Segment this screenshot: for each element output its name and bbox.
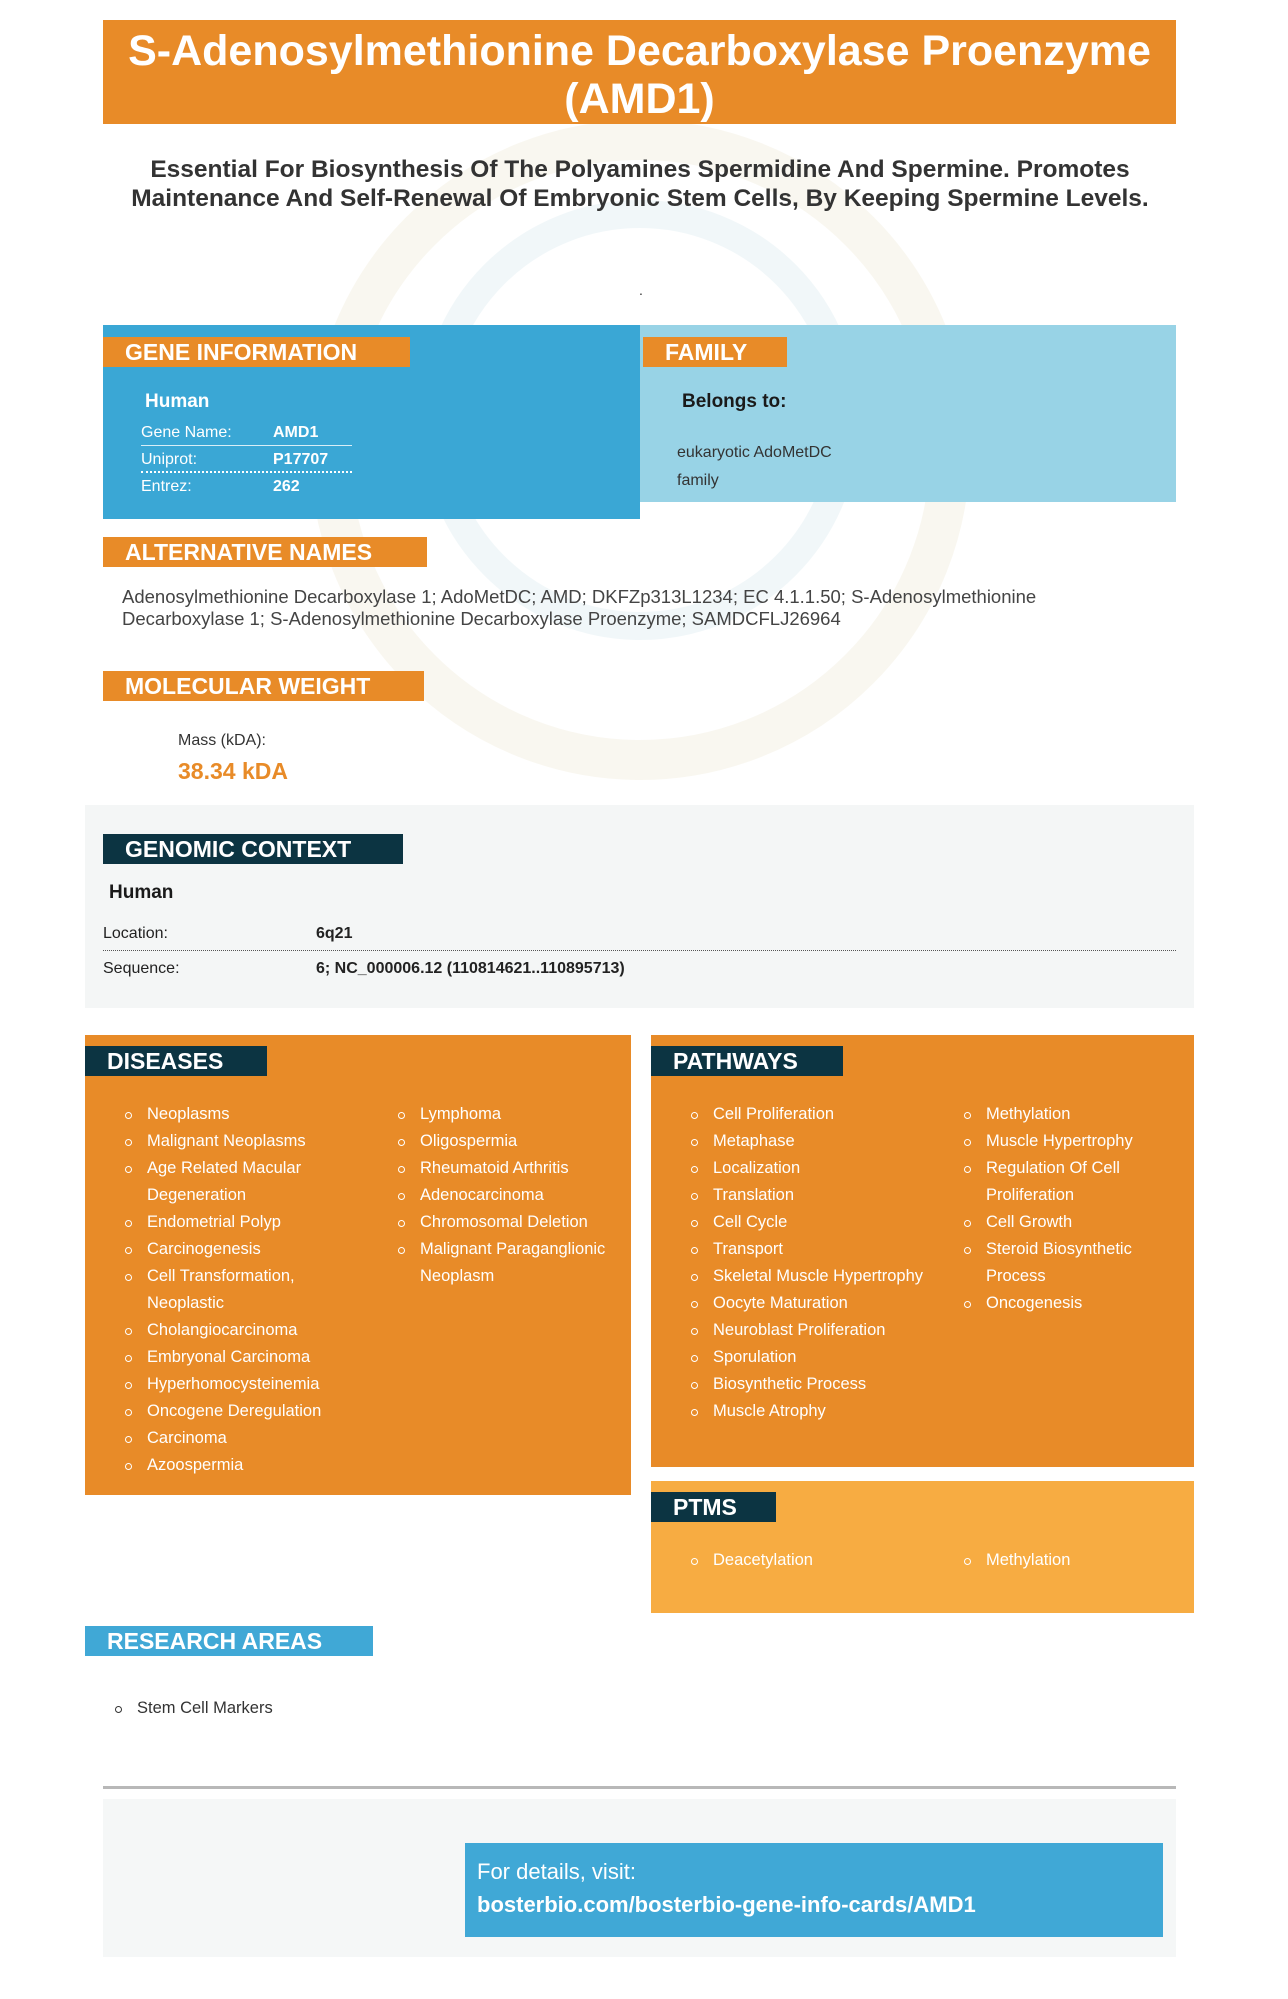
- pathway-item: Oocyte Maturation: [685, 1290, 925, 1317]
- entrez-label: Entrez:: [141, 478, 192, 495]
- mass-label: Mass (kDA):: [178, 732, 266, 749]
- disease-item: Oligospermia: [392, 1128, 622, 1155]
- gene-name-value: AMD1: [273, 424, 319, 441]
- alternative-names-heading: ALTERNATIVE NAMES: [103, 537, 427, 567]
- disease-item: Chromosomal Deletion: [392, 1209, 622, 1236]
- family-belongs-label: Belongs to:: [682, 391, 787, 412]
- pathway-item: Cell Proliferation: [685, 1101, 925, 1128]
- research-areas-list: [109, 1695, 509, 1722]
- ptms-heading: PTMS: [651, 1492, 776, 1522]
- research-areas-heading: RESEARCH AREAS: [85, 1626, 373, 1656]
- pathway-item: Muscle Hypertrophy: [958, 1128, 1188, 1155]
- disease-item: Embryonal Carcinoma: [119, 1344, 349, 1371]
- location-value: 6q21: [316, 925, 353, 942]
- gene-name-label: Gene Name:: [141, 424, 232, 441]
- details-label: For details, visit:: [477, 1859, 636, 1884]
- pathway-item: Cell Growth: [958, 1209, 1188, 1236]
- disease-item: Age Related Macular Degeneration: [119, 1155, 349, 1209]
- disease-item: Endometrial Polyp: [119, 1209, 349, 1236]
- protein-summary: Essential For Biosynthesis Of The Polyamines Spermidine And Spermine. Promotes Maintenance And Self-Renewal Of Embryonic Stem Cells, By Keeping Spermine Levels.: [131, 156, 1149, 212]
- uniprot-label: Uniprot:: [141, 451, 198, 468]
- ptms-list-col1: [685, 1547, 925, 1574]
- diseases-list-col1: [119, 1101, 349, 1479]
- pathway-item: Regulation Of Cell Proliferation: [958, 1155, 1188, 1209]
- diseases-list-col2: [392, 1101, 622, 1290]
- disease-item: Hyperhomocysteinemia: [119, 1371, 349, 1398]
- pathway-item: Biosynthetic Process: [685, 1371, 925, 1398]
- pathway-item: Localization: [685, 1155, 925, 1182]
- research-area-item: Stem Cell Markers: [109, 1695, 509, 1722]
- disease-item: Oncogene Deregulation: [119, 1398, 349, 1425]
- gene-species: Human: [145, 391, 210, 412]
- summary-dot: .: [639, 282, 643, 298]
- uniprot-row: [141, 446, 352, 473]
- genomic-sequence-row: [103, 952, 1176, 986]
- ptm-item: Methylation: [958, 1547, 1188, 1574]
- sequence-value: 6; NC_000006.12 (110814621..110895713): [316, 960, 625, 977]
- pathway-item: Steroid Biosynthetic Process: [958, 1236, 1188, 1290]
- disease-item: Neoplasms: [119, 1101, 349, 1128]
- details-url-link[interactable]: bosterbio.com/bosterbio-gene-info-cards/AMD1: [477, 1892, 976, 1917]
- disease-item: Cell Transformation, Neoplastic: [119, 1263, 349, 1317]
- alternative-names-text: Adenosylmethionine Decarboxylase 1; AdoMetDC; AMD; DKFZp313L1234; EC 4.1.1.50; S-Adenosylmethionine Decarboxylase 1; S-Adenosylmethionine Decarboxylase Proenzyme; SAMDCFLJ26964: [122, 586, 1037, 629]
- pathway-item: Neuroblast Proliferation: [685, 1317, 925, 1344]
- genomic-location-row: [103, 917, 1176, 951]
- sequence-label: Sequence:: [103, 960, 180, 977]
- disease-item: Lymphoma: [392, 1101, 622, 1128]
- entrez-row: [141, 473, 352, 500]
- disease-item: Malignant Paraganglionic Neoplasm: [392, 1236, 622, 1290]
- gene-information-heading: GENE INFORMATION: [103, 337, 410, 367]
- pathway-item: Oncogenesis: [958, 1290, 1188, 1317]
- footer-divider: [103, 1786, 1176, 1789]
- genomic-context-heading: GENOMIC CONTEXT: [103, 834, 403, 864]
- entrez-link[interactable]: 262: [273, 478, 300, 495]
- pathways-list-col1: [685, 1101, 925, 1425]
- disease-item: Carcinogenesis: [119, 1236, 349, 1263]
- disease-item: Malignant Neoplasms: [119, 1128, 349, 1155]
- pathway-item: Skeletal Muscle Hypertrophy: [685, 1263, 925, 1290]
- disease-item: Adenocarcinoma: [392, 1182, 622, 1209]
- disease-item: Azoospermia: [119, 1452, 349, 1479]
- pathway-item: Muscle Atrophy: [685, 1398, 925, 1425]
- pathway-item: Cell Cycle: [685, 1209, 925, 1236]
- disease-item: Rheumatoid Arthritis: [392, 1155, 622, 1182]
- pathways-list-col2: [958, 1101, 1188, 1317]
- disease-item: Carcinoma: [119, 1425, 349, 1452]
- ptms-list-col2: [958, 1547, 1188, 1574]
- family-heading: FAMILY: [643, 337, 787, 367]
- genomic-species: Human: [109, 882, 174, 903]
- page-title: S-Adenosylmethionine Decarboxylase Proenzyme (AMD1): [103, 20, 1176, 124]
- disease-item: Cholangiocarcinoma: [119, 1317, 349, 1344]
- pathways-heading: PATHWAYS: [651, 1046, 843, 1076]
- pathway-item: Methylation: [958, 1101, 1188, 1128]
- details-link-box[interactable]: [465, 1843, 1163, 1937]
- diseases-heading: DISEASES: [85, 1046, 267, 1076]
- uniprot-link[interactable]: P17707: [273, 451, 329, 468]
- pathway-item: Sporulation: [685, 1344, 925, 1371]
- pathway-item: Metaphase: [685, 1128, 925, 1155]
- family-value: eukaryotic AdoMetDC family: [677, 444, 832, 489]
- location-label: Location:: [103, 925, 168, 942]
- pathway-item: Transport: [685, 1236, 925, 1263]
- ptm-item: Deacetylation: [685, 1547, 925, 1574]
- molecular-weight-heading: MOLECULAR WEIGHT: [103, 671, 424, 701]
- pathway-item: Translation: [685, 1182, 925, 1209]
- gene-name-row: [141, 419, 352, 446]
- mass-value: 38.34 kDA: [178, 758, 288, 784]
